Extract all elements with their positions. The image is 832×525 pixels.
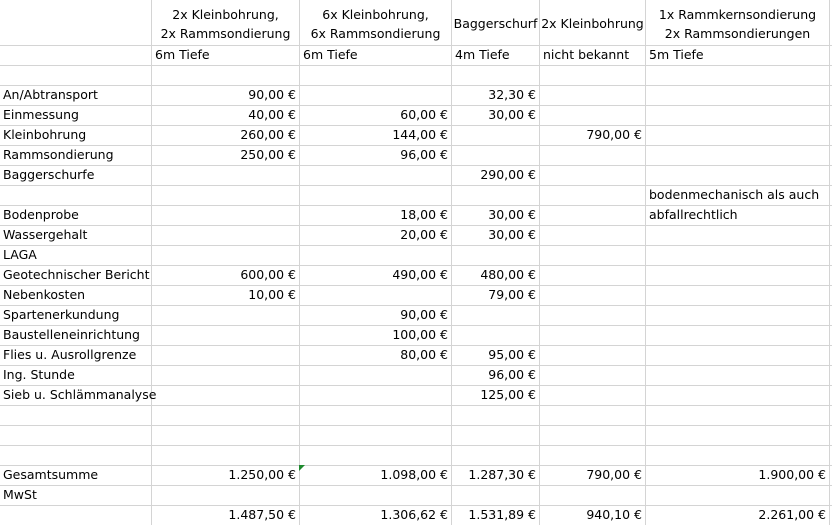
row-label-ing-stunde[interactable]: Ing. Stunde [3, 367, 75, 382]
column-header-4[interactable]: 2x Kleinbohrung [541, 16, 644, 31]
total-value[interactable]: 1.098,00 € [380, 467, 448, 482]
row-label-baggerschurfe[interactable]: Baggerschurfe [3, 167, 95, 182]
cell-value[interactable]: 20,00 € [400, 227, 448, 242]
column-header-2-line-2[interactable]: 6x Rammsondierung [310, 26, 441, 41]
cell-value[interactable]: 480,00 € [480, 267, 536, 282]
cell-value[interactable]: 144,00 € [392, 127, 448, 142]
cell-value[interactable]: 80,00 € [400, 347, 448, 362]
gridline [645, 0, 646, 525]
gridline [451, 0, 452, 525]
row-label-wassergehalt[interactable]: Wassergehalt [3, 227, 88, 242]
row-label-spartenerkundung[interactable]: Spartenerkundung [3, 307, 120, 322]
cell-value[interactable]: 125,00 € [480, 387, 536, 402]
mwst-value[interactable]: 1.531,89 € [468, 507, 536, 522]
depth-cell-3[interactable]: 4m Tiefe [455, 47, 510, 62]
row-label-an-abtransport[interactable]: An/Abtransport [3, 87, 98, 102]
cell-value[interactable]: 290,00 € [480, 167, 536, 182]
row-label-bodenprobe[interactable]: Bodenprobe [3, 207, 79, 222]
row-label-sieb-schlaemmanalyse[interactable]: Sieb u. Schlämmanalyse [3, 387, 157, 402]
total-value[interactable]: 1.250,00 € [228, 467, 296, 482]
gridline [299, 0, 300, 525]
depth-cell-1[interactable]: 6m Tiefe [155, 47, 210, 62]
gridline [0, 445, 832, 446]
cell-value[interactable]: 79,00 € [488, 287, 536, 302]
depth-cell-2[interactable]: 6m Tiefe [303, 47, 358, 62]
row-label-rammsondierung[interactable]: Rammsondierung [3, 147, 114, 162]
cell-value[interactable]: 32,30 € [488, 87, 536, 102]
gridline [151, 0, 152, 525]
row-label-baustelleneinrichtung[interactable]: Baustelleneinrichtung [3, 327, 140, 342]
cell-value[interactable]: 96,00 € [400, 147, 448, 162]
cell-value[interactable]: 90,00 € [248, 87, 296, 102]
gridline [829, 0, 830, 525]
depth-cell-5[interactable]: 5m Tiefe [649, 47, 704, 62]
note-line-2[interactable]: abfallrechtlich [649, 207, 738, 222]
gridline [0, 425, 832, 426]
column-header-3[interactable]: Baggerschurf [453, 16, 538, 31]
row-label-kleinbohrung[interactable]: Kleinbohrung [3, 127, 87, 142]
cell-value[interactable]: 260,00 € [240, 127, 296, 142]
cell-value[interactable]: 30,00 € [488, 227, 536, 242]
mwst-value[interactable]: 1.306,62 € [380, 507, 448, 522]
row-label-nebenkosten[interactable]: Nebenkosten [3, 287, 86, 302]
cell-value[interactable]: 30,00 € [488, 107, 536, 122]
note-line-1[interactable]: bodenmechanisch als auch [649, 187, 820, 202]
gridline [539, 0, 540, 525]
depth-cell-4[interactable]: nicht bekannt [543, 47, 630, 62]
cell-value[interactable]: 250,00 € [240, 147, 296, 162]
cell-value[interactable]: 18,00 € [400, 207, 448, 222]
cell-value[interactable]: 40,00 € [248, 107, 296, 122]
cell-value[interactable]: 90,00 € [400, 307, 448, 322]
column-header-2-line-1[interactable]: 6x Kleinbohrung, [322, 7, 429, 22]
row-label-mwst[interactable]: MwSt [3, 487, 37, 502]
cell-value[interactable]: 790,00 € [586, 127, 642, 142]
comment-indicator-icon[interactable] [299, 465, 305, 471]
mwst-value[interactable]: 940,10 € [586, 507, 642, 522]
cell-value[interactable]: 100,00 € [392, 327, 448, 342]
total-value[interactable]: 1.287,30 € [468, 467, 536, 482]
mwst-value[interactable]: 2.261,00 € [758, 507, 826, 522]
column-header-5-line-2[interactable]: 2x Rammsondierungen [664, 26, 811, 41]
cell-value[interactable]: 30,00 € [488, 207, 536, 222]
cell-value[interactable]: 60,00 € [400, 107, 448, 122]
row-label-gesamtsumme[interactable]: Gesamtsumme [3, 467, 99, 482]
row-label-laga[interactable]: LAGA [3, 247, 37, 262]
gridline [0, 65, 832, 66]
column-header-1-line-1[interactable]: 2x Kleinbohrung, [172, 7, 279, 22]
row-label-flies-ausrollgrenze[interactable]: Flies u. Ausrollgrenze [3, 347, 137, 362]
mwst-value[interactable]: 1.487,50 € [228, 507, 296, 522]
cell-value[interactable]: 95,00 € [488, 347, 536, 362]
total-value[interactable]: 790,00 € [586, 467, 642, 482]
total-value[interactable]: 1.900,00 € [758, 467, 826, 482]
row-label-einmessung[interactable]: Einmessung [3, 107, 79, 122]
row-label-geotechnischer-bericht[interactable]: Geotechnischer Bericht [3, 267, 150, 282]
cell-value[interactable]: 490,00 € [392, 267, 448, 282]
cell-value[interactable]: 96,00 € [488, 367, 536, 382]
cell-value[interactable]: 10,00 € [248, 287, 296, 302]
gridline [0, 405, 832, 406]
cell-value[interactable]: 600,00 € [240, 267, 296, 282]
column-header-1-line-2[interactable]: 2x Rammsondierung [160, 26, 291, 41]
column-header-5-line-1[interactable]: 1x Rammkernsondierung [658, 7, 817, 22]
